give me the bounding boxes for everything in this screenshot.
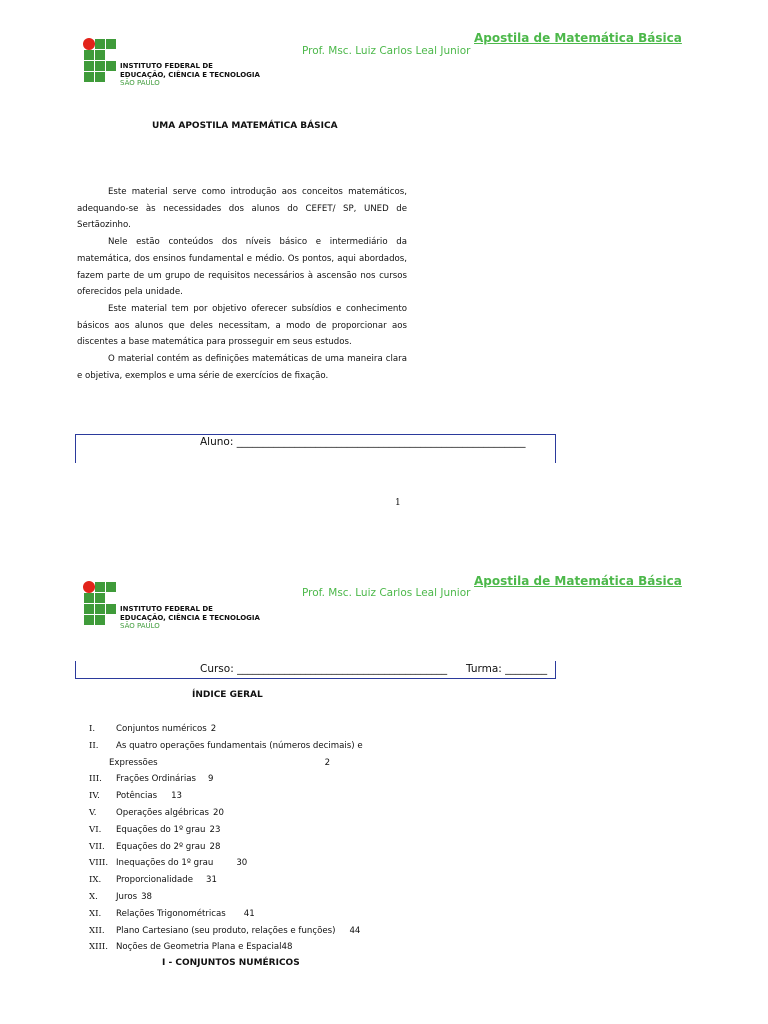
toc-number: IV.	[89, 791, 100, 802]
toc-page: 48	[281, 942, 293, 953]
toc-page: 41	[243, 908, 255, 919]
intro-paragraph: O material contém as definições matemáticas de uma maneira clara e objetiva, exemplos e uma série de exercícios de fixação.	[77, 354, 407, 381]
toc-label: Plano Cartesiano (seu produto, relações e funções)	[116, 925, 336, 936]
toc-page: 13	[171, 791, 183, 802]
toc-page: 9	[207, 774, 214, 785]
toc-page: 28	[209, 841, 221, 852]
toc-number: II.	[89, 740, 99, 751]
toc-label: Operações algébricas	[116, 807, 210, 818]
toc-number: XII.	[89, 925, 105, 936]
intro-text	[77, 184, 407, 384]
toc-label: Potências	[116, 791, 158, 802]
institution-logo	[83, 36, 260, 87]
toc-label: Juros	[116, 891, 138, 902]
toc-label: Conjuntos numéricos	[116, 724, 207, 734]
toc-page: 2	[210, 724, 217, 734]
toc-label: Inequações do 1º grau	[116, 858, 214, 869]
course-box	[75, 661, 556, 679]
toc-page: 2	[324, 757, 331, 768]
institution-logo	[83, 579, 260, 630]
toc-label: Equações do 1º grau	[116, 824, 206, 835]
institution-line2: EDUCAÇÃO, CIÊNCIA E TECNOLOGIA	[120, 70, 260, 79]
toc-number: VI.	[89, 824, 102, 835]
section-title: I - CONJUNTOS NUMÉRICOS	[162, 958, 300, 968]
institution-line3: SÃO PAULO	[120, 79, 160, 87]
toc-number: VIII.	[89, 858, 109, 869]
toc-label: Noções de Geometria Plana e Espacial	[116, 942, 282, 953]
toc-label: Equações do 2º grau	[116, 841, 206, 852]
toc-page: 44	[349, 925, 361, 936]
intro-paragraph: Este material tem por objetivo oferecer subsídios e conhecimento básicos aos alunos que deles necessitam, a modo de proporcionar aos discentes a base matemática para prosseguir em seus estudos.	[77, 303, 407, 348]
page-number: 1	[395, 498, 401, 508]
institution-line2: EDUCAÇÃO, CIÊNCIA E TECNOLOGIA	[120, 613, 260, 622]
toc-label: Frações Ordinárias	[116, 774, 196, 785]
toc-label: Relações Trigonométricas	[116, 908, 226, 919]
index-title: ÍNDICE GERAL	[192, 690, 263, 700]
intro-paragraph: Este material serve como introdução aos conceitos matemáticos, adequando-se às necessidades dos alunos do CEFET/ SP, UNED de Sertãozinho.	[77, 187, 407, 231]
document-title: UMA APOSTILA MATEMÁTICA BÁSICA	[152, 121, 338, 131]
intro-paragraph: Nele estão conteúdos dos níveis básico e intermediário da matemática, dos ensinos fundamental e médio. Os pontos, aqui abordados, fazem parte de um grupo de requisitos necessários à ascensão nos cursos oferecidos pela unidade.	[77, 237, 407, 298]
header-title: Apostila de Matemática Básica	[474, 574, 682, 588]
toc-label: Expressões	[109, 757, 158, 768]
toc-number: V.	[89, 807, 97, 818]
course-field[interactable]: Curso: ________________________________________	[200, 663, 448, 675]
student-field[interactable]: Aluno: _______________________________________________________	[200, 436, 526, 448]
institution-line1: INSTITUTO FEDERAL DE	[120, 62, 213, 70]
toc-label: As quatro operações fundamentais (números decimais) e	[116, 740, 363, 751]
toc-number: III.	[89, 774, 102, 785]
toc-number: X.	[89, 891, 98, 902]
toc-page: 30	[236, 858, 248, 869]
toc-number: I.	[89, 724, 96, 734]
toc-label: Proporcionalidade	[116, 875, 194, 886]
institution-line3: SÃO PAULO	[120, 622, 160, 630]
toc-page: 20	[213, 807, 224, 818]
header-title: Apostila de Matemática Básica	[474, 31, 682, 45]
header-author: Prof. Msc. Luiz Carlos Leal Junior	[302, 45, 471, 57]
toc-number: VII.	[89, 841, 105, 852]
toc-page: 23	[209, 824, 221, 835]
header-author: Prof. Msc. Luiz Carlos Leal Junior	[302, 587, 471, 599]
institution-line1: INSTITUTO FEDERAL DE	[120, 605, 213, 613]
toc-page: 31	[206, 875, 217, 886]
toc-number: XI.	[89, 908, 102, 919]
class-field[interactable]: Turma: ________	[466, 663, 548, 675]
toc-page: 38	[141, 891, 152, 902]
toc-number: IX.	[89, 875, 102, 886]
toc-number: XIII.	[89, 942, 109, 953]
student-box	[75, 434, 556, 463]
